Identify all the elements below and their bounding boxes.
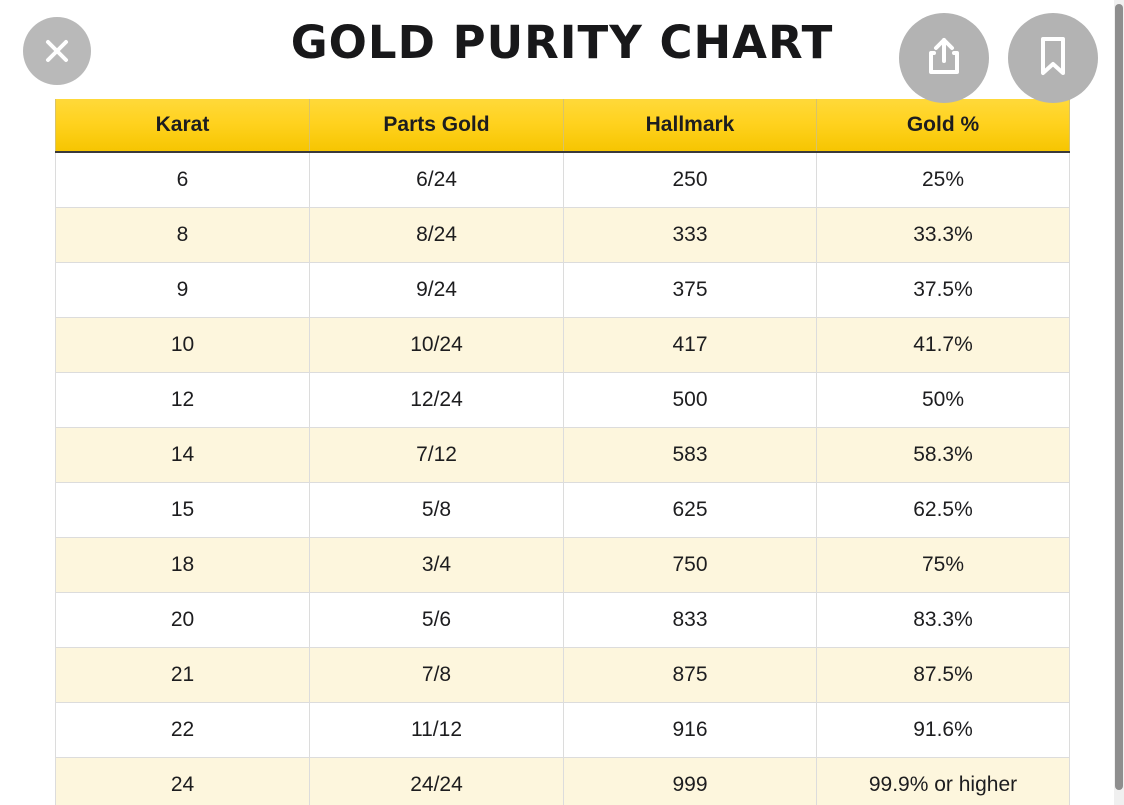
- vertical-scrollbar-thumb[interactable]: [1115, 4, 1123, 790]
- cell-parts-gold: 5/6: [310, 593, 564, 648]
- cell-hallmark: 583: [564, 428, 817, 483]
- table-row: [56, 538, 1070, 593]
- table-row: [56, 593, 1070, 648]
- cell-karat: 12: [56, 373, 310, 428]
- cell-gold-percent: 62.5%: [817, 483, 1070, 538]
- table-row: [56, 152, 1070, 208]
- close-icon: [40, 34, 74, 68]
- cell-gold-percent: 87.5%: [817, 648, 1070, 703]
- cell-gold-percent: 25%: [817, 152, 1070, 208]
- cell-gold-percent: 50%: [817, 373, 1070, 428]
- cell-gold-percent: 37.5%: [817, 263, 1070, 318]
- cell-parts-gold: 8/24: [310, 208, 564, 263]
- cell-gold-percent: 33.3%: [817, 208, 1070, 263]
- cell-hallmark: 417: [564, 318, 817, 373]
- cell-parts-gold: 6/24: [310, 152, 564, 208]
- bookmark-button[interactable]: [1008, 13, 1098, 103]
- cell-gold-percent: 99.9% or higher: [817, 758, 1070, 805]
- cell-hallmark: 833: [564, 593, 817, 648]
- cell-hallmark: 999: [564, 758, 817, 805]
- share-icon: [925, 34, 963, 83]
- vertical-scrollbar-track[interactable]: [1114, 0, 1124, 805]
- cell-hallmark: 375: [564, 263, 817, 318]
- table-header-row: [56, 99, 1070, 152]
- table-row: [56, 758, 1070, 805]
- cell-hallmark: 875: [564, 648, 817, 703]
- cell-karat: 21: [56, 648, 310, 703]
- cell-karat: 15: [56, 483, 310, 538]
- cell-parts-gold: 5/8: [310, 483, 564, 538]
- table-row: [56, 373, 1070, 428]
- table-row: [56, 263, 1070, 318]
- gold-purity-table: [55, 99, 1070, 805]
- cell-gold-percent: 41.7%: [817, 318, 1070, 373]
- cell-karat: 9: [56, 263, 310, 318]
- cell-parts-gold: 24/24: [310, 758, 564, 805]
- cell-parts-gold: 11/12: [310, 703, 564, 758]
- column-header-karat: Karat: [56, 99, 310, 152]
- cell-gold-percent: 75%: [817, 538, 1070, 593]
- cell-hallmark: 250: [564, 152, 817, 208]
- cell-karat: 8: [56, 208, 310, 263]
- close-button[interactable]: [23, 17, 91, 85]
- column-header-parts-gold: Parts Gold: [310, 99, 564, 152]
- cell-hallmark: 333: [564, 208, 817, 263]
- share-button[interactable]: [899, 13, 989, 103]
- cell-parts-gold: 7/8: [310, 648, 564, 703]
- cell-gold-percent: 91.6%: [817, 703, 1070, 758]
- cell-karat: 18: [56, 538, 310, 593]
- cell-gold-percent: 58.3%: [817, 428, 1070, 483]
- cell-parts-gold: 10/24: [310, 318, 564, 373]
- table-row: [56, 483, 1070, 538]
- cell-hallmark: 625: [564, 483, 817, 538]
- cell-hallmark: 750: [564, 538, 817, 593]
- cell-karat: 24: [56, 758, 310, 805]
- cell-parts-gold: 7/12: [310, 428, 564, 483]
- table-row: [56, 208, 1070, 263]
- cell-parts-gold: 3/4: [310, 538, 564, 593]
- cell-gold-percent: 83.3%: [817, 593, 1070, 648]
- cell-parts-gold: 9/24: [310, 263, 564, 318]
- cell-karat: 6: [56, 152, 310, 208]
- cell-karat: 10: [56, 318, 310, 373]
- page-title: GOLD PURITY CHART: [290, 16, 834, 69]
- cell-hallmark: 500: [564, 373, 817, 428]
- table-row: [56, 648, 1070, 703]
- column-header-gold-percent: Gold %: [817, 99, 1070, 152]
- table-row: [56, 428, 1070, 483]
- table-row: [56, 703, 1070, 758]
- column-header-hallmark: Hallmark: [564, 99, 817, 152]
- table-row: [56, 318, 1070, 373]
- cell-karat: 20: [56, 593, 310, 648]
- bookmark-icon: [1036, 34, 1070, 83]
- cell-hallmark: 916: [564, 703, 817, 758]
- cell-karat: 14: [56, 428, 310, 483]
- gold-purity-table-container: [55, 99, 1069, 805]
- cell-parts-gold: 12/24: [310, 373, 564, 428]
- cell-karat: 22: [56, 703, 310, 758]
